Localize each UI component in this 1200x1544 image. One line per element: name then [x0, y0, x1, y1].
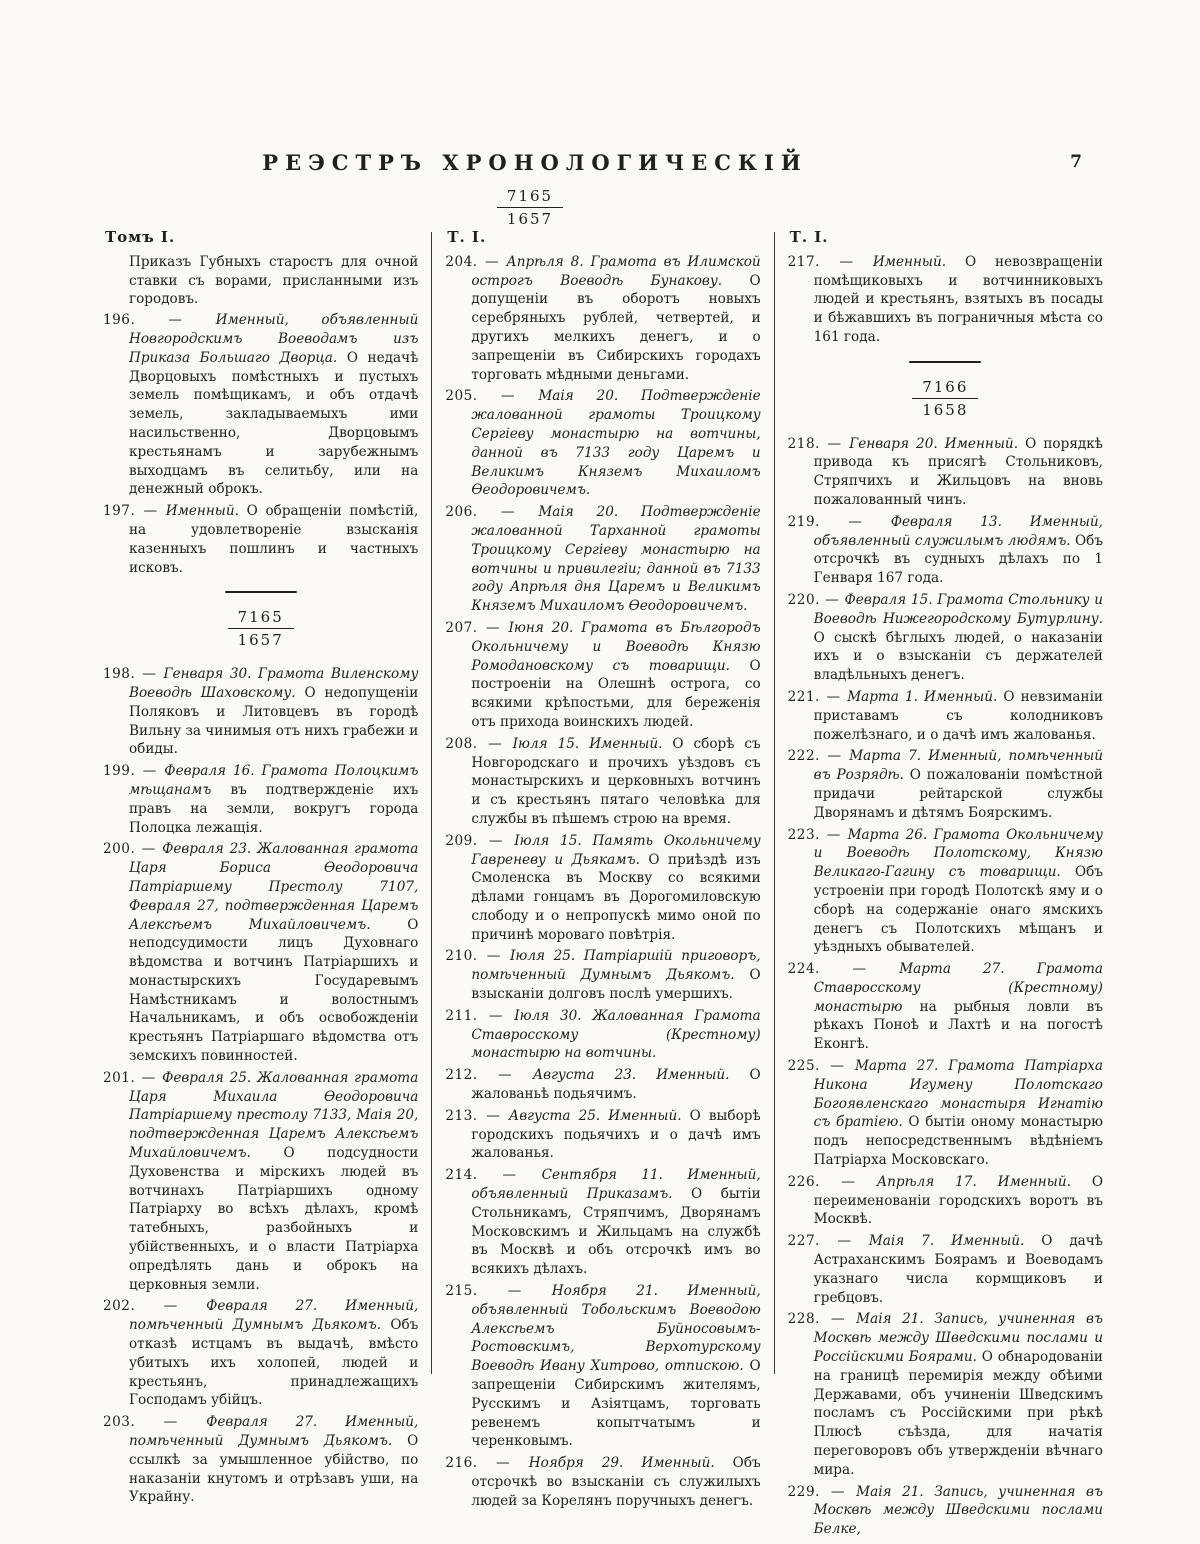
fraction-upper: 7165: [228, 607, 294, 629]
column-1-header: Томъ I.: [105, 228, 176, 246]
entry-number: 225. —: [787, 1058, 855, 1075]
entry: [103, 311, 418, 499]
entry-lead: Іюня 20. Грамота въ Бѣлгородъ Окольничему и Воеводѣ Князю Ромодановскому съ товарищи.: [471, 619, 761, 674]
entry-lead: Маія 21. Запись, учиненная въ Москвѣ между Шведскими послами и Россійскими Боярами.: [813, 1311, 1103, 1366]
entry-lead: Августа 25. Именный.: [508, 1107, 682, 1124]
entry-body: О бытіи Стольникамъ, Стряпчимъ, Дворянамъ Московскимъ и Жильцамъ на службѣ въ Москвѣ и объ отсрочкѣ имъ во всякихъ дѣлахъ.: [471, 1186, 761, 1278]
entry-lead: Августа 23. Именный.: [532, 1067, 730, 1084]
entry: [445, 735, 760, 829]
fraction-lower: 1657: [237, 631, 284, 650]
entry: [788, 960, 1103, 1054]
entry-number: 206. —: [445, 504, 539, 521]
entry-body: О невзиманіи приставамъ съ колодниковъ пожелѣзнаго, и о дачѣ имъ жалованья.: [813, 688, 1103, 743]
entry: [788, 591, 1103, 685]
entry-lead: Марта 1. Именный.: [847, 688, 998, 705]
entry-number: 199. —: [103, 763, 165, 780]
entry-number: 203. —: [103, 1414, 207, 1431]
entry-lead: Февраля 15. Грамота Стольнику и Воеводѣ Нижегородскому Бутурлину.: [813, 591, 1103, 627]
year-fraction: [103, 607, 418, 651]
entry: [445, 947, 760, 1003]
entry: [788, 1173, 1103, 1229]
entry: [445, 1107, 760, 1163]
entry-lead: Марта 26. Грамота Окольничему и Воеводѣ Полотскому, Князю Великаго-Гагину съ товарищи.: [813, 826, 1103, 881]
column-divider-2: [774, 232, 775, 1374]
entry-number: 202. —: [103, 1298, 207, 1315]
entry-lead: Маія 20. Подтвержденіе жалованной Тарханной грамоты Троицкому Сергіеву монастырю на вотчины и привилегіи; данной въ 7133 году Апрѣля дня Царемъ и Великимъ Княземъ Михаиломъ Ѳеодоровичемъ.: [471, 504, 761, 615]
entry-lead: Февраля 27. Именный, помѣченный Думнымъ Дьякомъ.: [129, 1414, 419, 1450]
entry-number: 207. —: [445, 619, 509, 636]
entry-body: О сыскѣ бѣглыхъ людей, о наказаніи ихъ и о взысканіи съ держателей владѣльныхъ денегъ.: [813, 629, 1103, 684]
entry-body: О жалованьѣ подьячимъ.: [471, 1067, 761, 1103]
entry-number: 196. —: [103, 312, 216, 329]
top-year-fraction: [0, 186, 1060, 229]
entry-number: 227. —: [787, 1233, 869, 1250]
entry-body: О сборѣ съ Новгородскаго и прочихъ уѣздовъ съ монастырскихъ и церковныхъ вотчинъ и съ крестьянъ пятаго человѣка для службы въ пѣшемъ строю на время.: [471, 735, 761, 827]
entry-body: О неподсудимости лицъ Духовнаго вѣдомства и вотчинъ Патріаршихъ и монастырскихъ Государевымъ Намѣстникамъ и волостнымъ Начальникамъ, и объ освобожденіи крестьянъ Патріаршаго вѣдомства отъ земскихъ повинностей.: [129, 916, 419, 1065]
entry-lead: Марта 27. Грамота Патріарха Никона Игумену Полотскаго Богоявленскаго монастыря Игнатію съ братіею.: [813, 1058, 1103, 1131]
entry-number: 201. —: [103, 1069, 163, 1086]
entry-number: 218. —: [787, 435, 850, 452]
entry-body: О недопущеніи Поляковъ и Литовцевъ въ городѣ Вильну за чинимыя отъ нихъ грабежи и обиды.: [129, 684, 419, 758]
entry: [788, 513, 1103, 588]
entry-lead: Сентября 11. Именный, объявленный Приказамъ.: [471, 1167, 761, 1203]
entry-body: О построеніи на Олешнѣ острога, со всякими крѣпостьми, для береженія отъ прихода воинскихъ людей.: [471, 657, 761, 730]
entry: [445, 619, 760, 732]
page-number: 7: [1070, 152, 1082, 172]
entry-number: 219. —: [787, 513, 891, 530]
entry: [445, 1166, 760, 1279]
entry-number: 197. —: [103, 503, 166, 520]
entry-number: 209. —: [445, 832, 515, 849]
section-divider: [225, 591, 297, 593]
entry-number: 217. —: [787, 253, 873, 270]
entry-number: 215. —: [445, 1283, 552, 1300]
entry: [103, 502, 418, 577]
entry-number: 204. —: [445, 253, 507, 270]
entry-body: на рыбныя ловли въ рѣкахъ Поноѣ и Лахтѣ и на погостѣ Еконгѣ.: [813, 998, 1103, 1053]
entry-lead: Іюля 15. Память Окольничему Гавреневу и Дьякамъ.: [471, 832, 761, 868]
entry-body: О подсудности Духовенства и мірскихъ людей въ вотчинахъ Патріаршихъ одному Патріарху во всѣхъ дѣлахъ, кромѣ татебныхъ, разбойныхъ и убійственныхъ, и о власти Патріарха опредѣлять дань и оброкъ на церковныя земли.: [129, 1145, 419, 1293]
entry-body: О допущеніи въ оборотъ новыхъ серебряныхъ рублей, четвертей, и другихъ мелкихъ денегъ, и о запрещеніи въ Сибирскихъ городахъ торговать мѣдными деньгами.: [471, 272, 761, 383]
entry-lead: Ноября 21. Именный, объявленный Тобольскимъ Воеводою Алексѣемъ Буйносовымъ-Ростовскимъ, Верхотурскому Воеводѣ Ивану Хитрово, отпискою.: [471, 1283, 761, 1375]
entry: [788, 1483, 1103, 1539]
entry-body: О запрещеніи Сибирскимъ жителямъ, Русскимъ и Азіятцамъ, торговать ревенемъ копытчатымъ и черенковымъ.: [471, 1358, 761, 1450]
entry-number: 208. —: [445, 735, 513, 752]
entry-lead: Маія 20. Подтвержденіе жалованной грамоты Троицкому Сергіеву монастырю на вотчины, данной въ 7133 году Царемъ и Великимъ Княземъ Михаиломъ Ѳеодоровичемъ.: [471, 388, 761, 499]
entry-body: Объ устроеніи при городѣ Полотскѣ яму и о сборѣ на содержаніе онаго ямскихъ денегъ съ Полотскихъ мѣщанъ и уѣздныхъ обывателей.: [813, 864, 1103, 956]
entry: [788, 688, 1103, 744]
entry-body: Объ отказѣ истцамъ въ выдачѣ, вмѣсто убитыхъ ихъ холопей, людей и крестьянъ, принадлежащихъ Господамъ убійцъ.: [129, 1317, 419, 1409]
entry: [103, 665, 418, 759]
entry-body: О дачѣ Астраханскимъ Боярамъ и Воеводамъ указнаго числа кормщиковъ и гребцовъ.: [813, 1233, 1103, 1306]
entry-number: 222. —: [787, 748, 850, 765]
entry-lead: Февраля 13. Именный, объявленный служилымъ людямъ.: [813, 513, 1103, 549]
entry-lead: Іюля 30. Жалованная Грамота Ставросскому (Крестному) монастырю на вотчины.: [471, 1007, 761, 1062]
entry-body: О порядкѣ привода къ присягѣ Стольниковъ, Стряпчихъ и Жильцовъ на вновь пожалованный чинъ.: [813, 435, 1103, 508]
entry-lead: Маія 21. Запись, учиненная въ Москвѣ между Шведскими послами Белке,: [813, 1483, 1103, 1538]
entry-body: О обнародованіи на границѣ перемирія между обѣими Державами, объ учиненіи Шведскимъ посламъ съ Россійскими при рѣкѣ Плюсѣ съѣзда, для начатія переговоровъ объ утвержденіи вѣчнаго мира.: [813, 1349, 1103, 1478]
entry: [788, 1310, 1103, 1479]
entry: [103, 762, 418, 837]
entry-body: въ подтвержденіе ихъ правъ на земли, вокругъ города Полоцка лежащія.: [129, 781, 419, 836]
entry-body: О выборѣ городскихъ подьячихъ и о дачѣ имъ жалованья.: [471, 1107, 761, 1162]
entry: [788, 253, 1103, 347]
entry-lead: Именный.: [165, 503, 239, 520]
entry-body: О обращеніи помѣстій, на удовлетвореніе взысканія казенныхъ пошлинъ и частныхъ исковъ.: [129, 503, 419, 576]
entry: [445, 1007, 760, 1063]
entry-body: О взысканіи долговъ послѣ умершихъ.: [471, 967, 761, 1003]
entry-lead: Марта 7. Именный, помѣченный въ Розрядѣ.: [813, 748, 1103, 784]
entry-number: 214. —: [445, 1167, 542, 1184]
entry: [788, 435, 1103, 510]
entry: [445, 1282, 760, 1451]
year-fraction: [788, 377, 1103, 421]
entry-lead: Апрѣля 8. Грамота въ Илимской острогъ Воеводѣ Бунакову.: [471, 253, 761, 289]
entry: [103, 840, 418, 1066]
column-2-header: Т. I.: [447, 228, 487, 246]
entry-lead: Генваря 20. Именный.: [849, 435, 1019, 452]
entry-body: О недачѣ Дворцовыхъ помѣстныхъ и пустыхъ земель помѣщикамъ, и объ отдачѣ земель, закладываемыхъ ими насильственно, Дворцовымъ крестьянамъ и зарубежнымъ выходцамъ въ селитьбу, или на денежный оброкъ.: [129, 349, 419, 498]
entry: [445, 253, 760, 385]
entry-body: О переименованіи городскихъ воротъ въ Москвѣ.: [813, 1173, 1103, 1228]
entry-lead: Апрѣля 17. Именный.: [876, 1173, 1071, 1190]
continuation-paragraph: Приказъ Губныхъ старостъ для очной ставки съ ворами, присланными изъ городовъ.: [129, 253, 419, 308]
entry-lead: Іюля 15. Именный.: [512, 735, 663, 752]
entry-lead: Февраля 25. Жалованная грамота Царя Михаила Ѳеодоровича Патріаршему престолу 7133, Маія 20, подтвержденная Царемъ Алексѣемъ Михайловичемъ.: [129, 1069, 419, 1162]
columns: [103, 228, 1103, 1542]
entry-number: 210. —: [445, 948, 510, 965]
entry: [788, 826, 1103, 958]
entry: [788, 1057, 1103, 1170]
column-2: [445, 228, 760, 1542]
entry-number: 205. —: [445, 388, 539, 405]
entry-lead: Февраля 23. Жалованная грамота Царя Бориса Ѳеодоровича Патріаршему Престолу 7107, Февраля 27, подтвержденная Царемъ Алексѣемъ Михайловичемъ.: [129, 841, 419, 933]
entry-number: 211. —: [445, 1007, 515, 1024]
entry: [445, 1454, 760, 1510]
column-1: [103, 228, 418, 1542]
entry-body: О ссылкѣ за умышленное убійство, по наказаніи кнутомъ и отрѣзавъ уши, на Украйну.: [129, 1433, 419, 1506]
entry-lead: Генваря 30. Грамота Виленскому Воеводѣ Шаховскому.: [129, 666, 419, 701]
entry: [103, 1413, 418, 1507]
entry-lead: Марта 27. Грамота Ставросскому (Крестному) монастырю: [813, 961, 1103, 1015]
entry: [445, 503, 760, 616]
entry-lead: Февраля 27. Именный, помѣченный Думнымъ Дьякомъ.: [129, 1298, 419, 1334]
running-head: [0, 150, 1200, 180]
column-divider-1: [431, 232, 432, 1374]
entry-lead: Маія 7. Именный.: [868, 1233, 1025, 1250]
entry-lead: Именный, объявленный Новгородскимъ Воеводамъ изъ Приказа Большаго Дворца.: [129, 312, 419, 366]
section-divider: [909, 361, 981, 363]
entry-number: 220. —: [787, 591, 845, 608]
entry-body: О бытіи оному монастырю подъ непосредственнымъ вѣдѣніемъ Патріарха Московскаго.: [813, 1114, 1103, 1169]
entry-body: Объ отсрочкѣ во взысканіи съ служилыхъ людей за Корелянъ поручныхъ денегъ.: [471, 1455, 761, 1509]
fraction-lower: 1658: [922, 400, 969, 419]
entry-number: 200. —: [103, 841, 163, 858]
entry: [445, 832, 760, 945]
entry-lead: Февраля 16. Грамота Полоцкимъ мѣщанамъ: [129, 763, 419, 798]
entry-body: О пожалованіи помѣстной придачи рейтарской службы Дворянамъ и дѣтямъ Боярскимъ.: [813, 767, 1103, 821]
entry-body: О невозвращеніи помѣщиковыхъ и вотчинниковыхъ людей и крестьянъ, взятыхъ въ посады и бѣжавшихъ въ пограничныя мѣста со 161 года.: [813, 253, 1103, 345]
entry-body: О приѣздѣ изъ Смоленска въ Москву со всякими дѣлами гонцамъ въ Дорогомиловскую слободу и о непропускѣ мимо оной по причинѣ мороваго повѣтрія.: [471, 851, 761, 943]
entry: [788, 747, 1103, 822]
entry-lead: Іюля 25. Патріаршій приговоръ, помѣченный Думнымъ Дьякомъ.: [471, 948, 761, 984]
entry: [445, 387, 760, 500]
entry: [445, 1066, 760, 1104]
entry-body: Объ отсрочкѣ въ судныхъ дѣлахъ по 1 Генваря 167 года.: [813, 532, 1103, 587]
entry-number: 228. —: [787, 1311, 857, 1328]
column-3: [788, 228, 1103, 1542]
entry-number: 221. —: [787, 688, 848, 705]
column-3-header: Т. I.: [789, 228, 829, 246]
fraction-upper: 7166: [912, 377, 978, 399]
entry-number: 229. —: [787, 1483, 857, 1500]
entry: [788, 1232, 1103, 1307]
entry-number: 226. —: [787, 1173, 877, 1190]
entry: [103, 1297, 418, 1410]
fraction-upper: 7165: [497, 186, 563, 208]
entry-number: 224. —: [787, 961, 900, 978]
entry-number: 216. —: [445, 1455, 529, 1472]
entry-number: 213. —: [445, 1107, 509, 1124]
entry-lead: Ноября 29. Именный.: [528, 1455, 715, 1472]
entry-number: 212. —: [445, 1067, 533, 1084]
entry-number: 223. —: [787, 826, 848, 843]
entry: [103, 1069, 418, 1295]
entry-number: 198. —: [103, 666, 164, 683]
entry-lead: Именный.: [872, 253, 947, 270]
fraction-lower: 1657: [506, 210, 554, 228]
page-title: РЕЭСТРЪ ХРОНОЛОГИЧЕСКІЙ: [262, 150, 808, 175]
